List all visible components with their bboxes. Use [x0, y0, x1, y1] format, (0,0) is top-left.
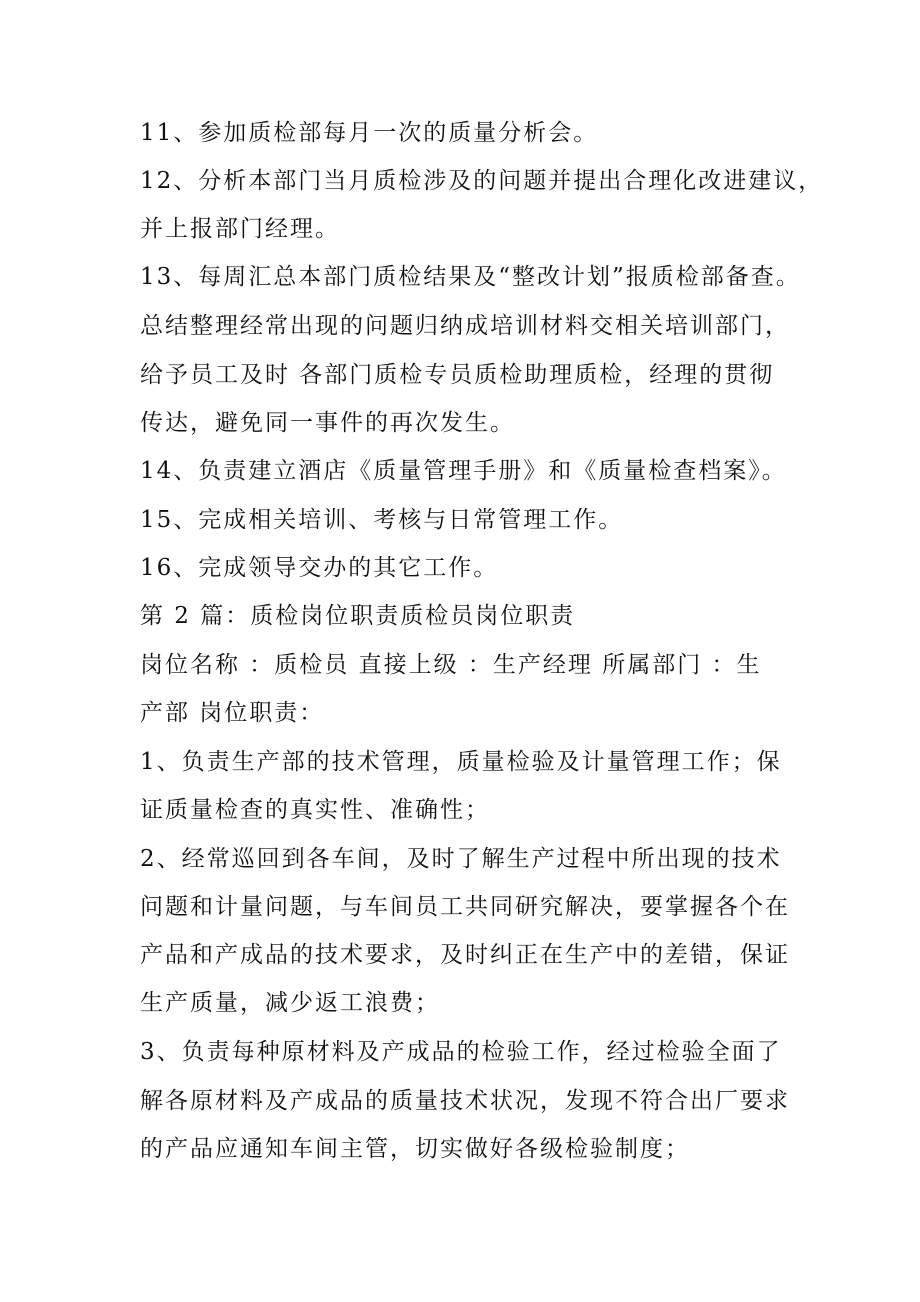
text-line: 问题和计量问题，与车间员工共同研究解决，要掌握各个在	[140, 894, 790, 920]
text-line: 总结整理经常出现的问题归纳成培训材料交相关培训部门，	[140, 313, 790, 339]
text-line: 16、完成领导交办的其它工作。	[140, 555, 499, 581]
text-line: 解各原材料及产成品的质量技术状况，发现不符合出厂要求	[140, 1088, 790, 1114]
text-line: 1、负责生产部的技术管理，质量检验及计量管理工作；保	[140, 749, 782, 775]
text-line: 11、参加质检部每月一次的质量分析会。	[140, 120, 599, 146]
text-line: 产品和产成品的技术要求，及时纠正在生产中的差错，保证	[140, 942, 790, 968]
text-line: 生产质量，减少返工浪费；	[140, 990, 440, 1016]
text-line: 传达，避免同一事件的再次发生。	[140, 410, 515, 436]
text-line: 14、负责建立酒店《质量管理手册》和《质量检查档案》。	[140, 458, 787, 484]
text-line: 岗位名称 ：质检员 直接上级 ：生产经理 所属部门 ：生	[140, 652, 762, 678]
section-heading: 第 2 篇：质检岗位职责质检员岗位职责	[140, 603, 576, 629]
text-line: 12、分析本部门当月质检涉及的问题并提出合理化改进建议，	[140, 168, 824, 194]
text-line: 的产品应通知车间主管，切实做好各级检验制度；	[140, 1136, 690, 1162]
text-line: 13、每周汇总本部门质检结果及“整改计划”报质检部备查。	[140, 264, 801, 290]
text-line: 证质量检查的真实性、准确性；	[140, 797, 490, 823]
text-line: 产部 岗位职责：	[140, 700, 325, 726]
text-line: 给予员工及时 各部门质检专员质检助理质检，经理的贯彻	[140, 362, 775, 388]
text-line: 并上报部门经理。	[140, 216, 340, 242]
text-line: 15、完成相关培训、考核与日常管理工作。	[140, 507, 624, 533]
text-line: 3、负责每种原材料及产成品的检验工作，经过检验全面了	[140, 1039, 782, 1065]
text-line: 2、经常巡回到各车间，及时了解生产过程中所出现的技术	[140, 846, 782, 872]
